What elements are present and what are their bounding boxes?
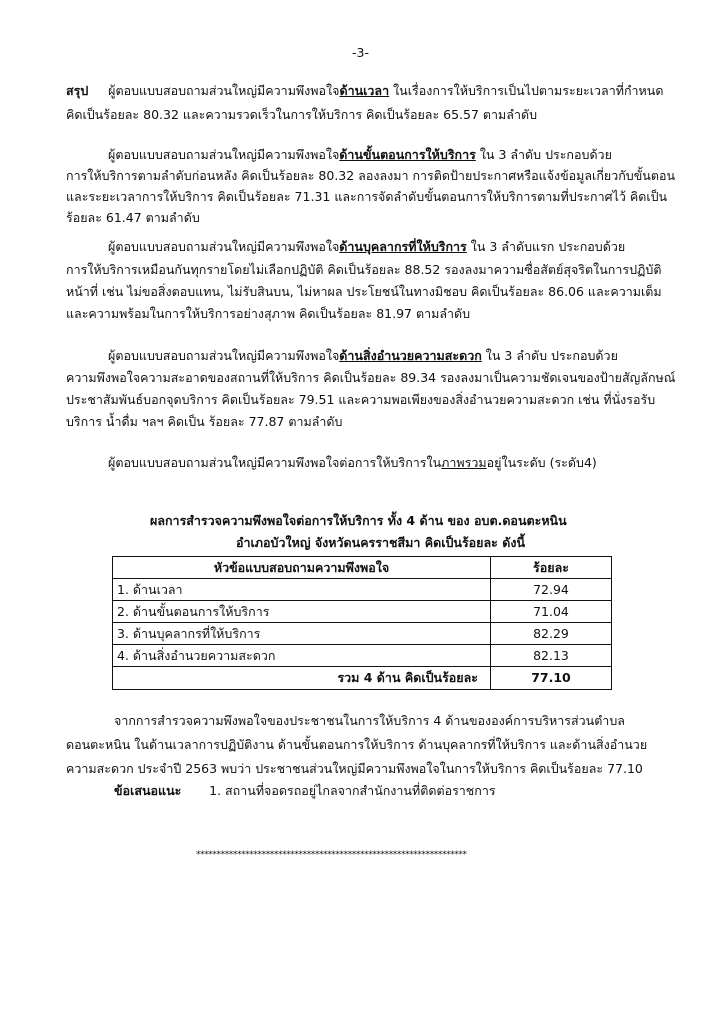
paragraph-2-line-4: ร้อยละ 61.47 ตามลำดับ bbox=[66, 210, 200, 225]
table-header-row bbox=[113, 557, 612, 579]
row-topic: 2. ด้านขั้นตอนการให้บริการ bbox=[113, 601, 491, 623]
paragraph-4-line-2: ความพึงพอใจความสะอาดของสถานที่ให้บริการ คิดเป็นร้อยละ 89.34 รองลงมาเป็นความชัดเจนของป้ายสัญลักษณ์ bbox=[66, 370, 676, 385]
paragraph-3-line-4: และความพร้อมในการให้บริการอย่างสุภาพ คิดเป็นร้อยละ 81.97 ตามลำดับ bbox=[66, 306, 471, 321]
text: ใน 3 ลำดับแรก ประกอบด้วย bbox=[466, 239, 626, 254]
text: ผู้ตอบแบบสอบถามส่วนใหญ่มีความพึงพอใจ bbox=[108, 239, 340, 254]
conclusion-line-1: จากการสำรวจความพึงพอใจของประชาชนในการให้บริการ 4 ด้านขององค์การบริหารส่วนตำบล bbox=[114, 713, 625, 728]
recommendation-text: 1. สถานที่จอดรถอยู่ไกลจากสำนักงานที่ติดต่อราชการ bbox=[209, 783, 496, 798]
summary-line-1 bbox=[66, 82, 663, 100]
summary-label: สรุป bbox=[66, 83, 89, 98]
text: ผู้ตอบแบบสอบถามส่วนใหญ่มีความพึงพอใจ bbox=[108, 147, 340, 162]
row-topic: 4. ด้านสิ่งอำนวยความสะดวก bbox=[113, 645, 491, 667]
text: ในเรื่องการให้บริการเป็นไปตามระยะเวลาที่กำหนด bbox=[389, 83, 664, 98]
table-row bbox=[113, 623, 612, 645]
text: ผู้ตอบแบบสอบถามส่วนใหญ่มีความพึงพอใจ bbox=[108, 83, 340, 98]
overall-statement bbox=[108, 454, 597, 472]
row-percent: 71.04 bbox=[491, 601, 612, 623]
row-topic: 3. ด้านบุคลากรที่ให้บริการ bbox=[113, 623, 491, 645]
page-number: -3- bbox=[352, 45, 369, 60]
total-value: 77.10 bbox=[491, 667, 612, 690]
underlined-topic: ภาพรวม bbox=[441, 455, 487, 470]
paragraph-2-line-3: และระยะเวลาการให้บริการ คิดเป็นร้อยละ 71.31 และการจัดลำดับขั้นตอนการให้บริการตามที่ประกาศไว้ คิดเป็น bbox=[66, 189, 668, 204]
text: ผู้ตอบแบบสอบถามส่วนใหญ่มีความพึงพอใจ bbox=[108, 348, 340, 363]
underlined-topic: ด้านเวลา bbox=[339, 83, 390, 98]
paragraph-3-line-2: การให้บริการเหมือนกันทุกรายโดยไม่เลือกปฏิบัติ คิดเป็นร้อยละ 88.52 รองลงมาความซื่อสัตย์สุจริตในการปฏิบัติ bbox=[66, 262, 662, 277]
text: ใน 3 ลำดับ ประกอบด้วย bbox=[475, 147, 612, 162]
header-topic: หัวข้อแบบสอบถามความพึงพอใจ bbox=[113, 557, 491, 579]
table-total-row bbox=[113, 667, 612, 690]
recommendation bbox=[114, 782, 496, 800]
paragraph-3-line-1 bbox=[108, 238, 625, 256]
recommendation-label: ข้อเสนอแนะ bbox=[114, 783, 182, 798]
underlined-topic: ด้านสิ่งอำนวยความสะดวก bbox=[339, 348, 482, 363]
table-row bbox=[113, 579, 612, 601]
text: อยู่ในระดับ (ระดับ4) bbox=[486, 455, 597, 470]
table-row bbox=[113, 601, 612, 623]
summary-line-2: คิดเป็นร้อยละ 80.32 และความรวดเร็วในการให้บริการ คิดเป็นร้อยละ 65.57 ตามลำดับ bbox=[66, 107, 538, 122]
footer-separator: ****************************************************************** bbox=[196, 850, 467, 860]
text: ผู้ตอบแบบสอบถามส่วนใหญ่มีความพึงพอใจต่อการให้บริการใน bbox=[108, 455, 442, 470]
underlined-topic: ด้านบุคลากรที่ให้บริการ bbox=[339, 239, 467, 254]
table-row bbox=[113, 645, 612, 667]
total-label: รวม 4 ด้าน คิดเป็นร้อยละ bbox=[113, 667, 491, 690]
paragraph-4-line-1 bbox=[108, 347, 618, 365]
row-topic: 1. ด้านเวลา bbox=[113, 579, 491, 601]
conclusion-line-3: ความสะดวก ประจำปี 2563 พบว่า ประชาชนส่วนใหญ่มีความพึงพอใจในการให้บริการ คิดเป็นร้อยละ 77.10 bbox=[66, 761, 643, 776]
text: ใน 3 ลำดับ ประกอบด้วย bbox=[481, 348, 618, 363]
row-percent: 82.13 bbox=[491, 645, 612, 667]
row-percent: 82.29 bbox=[491, 623, 612, 645]
paragraph-2-line-1 bbox=[108, 146, 612, 164]
paragraph-3-line-3: หน้าที่ เช่น ไม่ขอสิ่งตอบแทน, ไม่รับสินบน, ไม่หาผล ประโยชน์ในทางมิชอบ คิดเป็นร้อยละ 86.06 และความเต็ม bbox=[66, 284, 662, 299]
paragraph-4-line-4: บริการ น้ำดื่ม ฯลฯ คิดเป็น ร้อยละ 77.87 ตามลำดับ bbox=[66, 414, 343, 429]
underlined-topic: ด้านขั้นตอนการให้บริการ bbox=[339, 147, 476, 162]
paragraph-2-line-2: การให้บริการตามลำดับก่อนหลัง คิดเป็นร้อยละ 80.32 ลองลงมา การติดป้ายประกาศหรือแจ้งข้อมูลเกี่ยวกับขั้นตอน bbox=[66, 168, 675, 183]
paragraph-4-line-3: ประชาสัมพันธ์บอกจุดบริการ คิดเป็นร้อยละ 79.51 และความพอเพียงของสิ่งอำนวยความสะดวก เช่น ที่นั่งรอรับ bbox=[66, 392, 656, 407]
row-percent: 72.94 bbox=[491, 579, 612, 601]
table-title-line-1: ผลการสำรวจความพึงพอใจต่อการให้บริการ ทั้ง 4 ด้าน ของ อบต.ดอนตะหนิน bbox=[150, 513, 567, 528]
conclusion-line-2: ดอนตะหนิน ในด้านเวลาการปฏิบัติงาน ด้านขั้นตอนการให้บริการ ด้านบุคลากรที่ให้บริการ และด้านสิ่งอำนวย bbox=[66, 737, 648, 752]
header-percent: ร้อยละ bbox=[491, 557, 612, 579]
satisfaction-table bbox=[112, 556, 612, 690]
table-title-line-2: อำเภอบัวใหญ่ จังหวัดนครราชสีมา คิดเป็นร้อยละ ดังนี้ bbox=[236, 535, 525, 550]
